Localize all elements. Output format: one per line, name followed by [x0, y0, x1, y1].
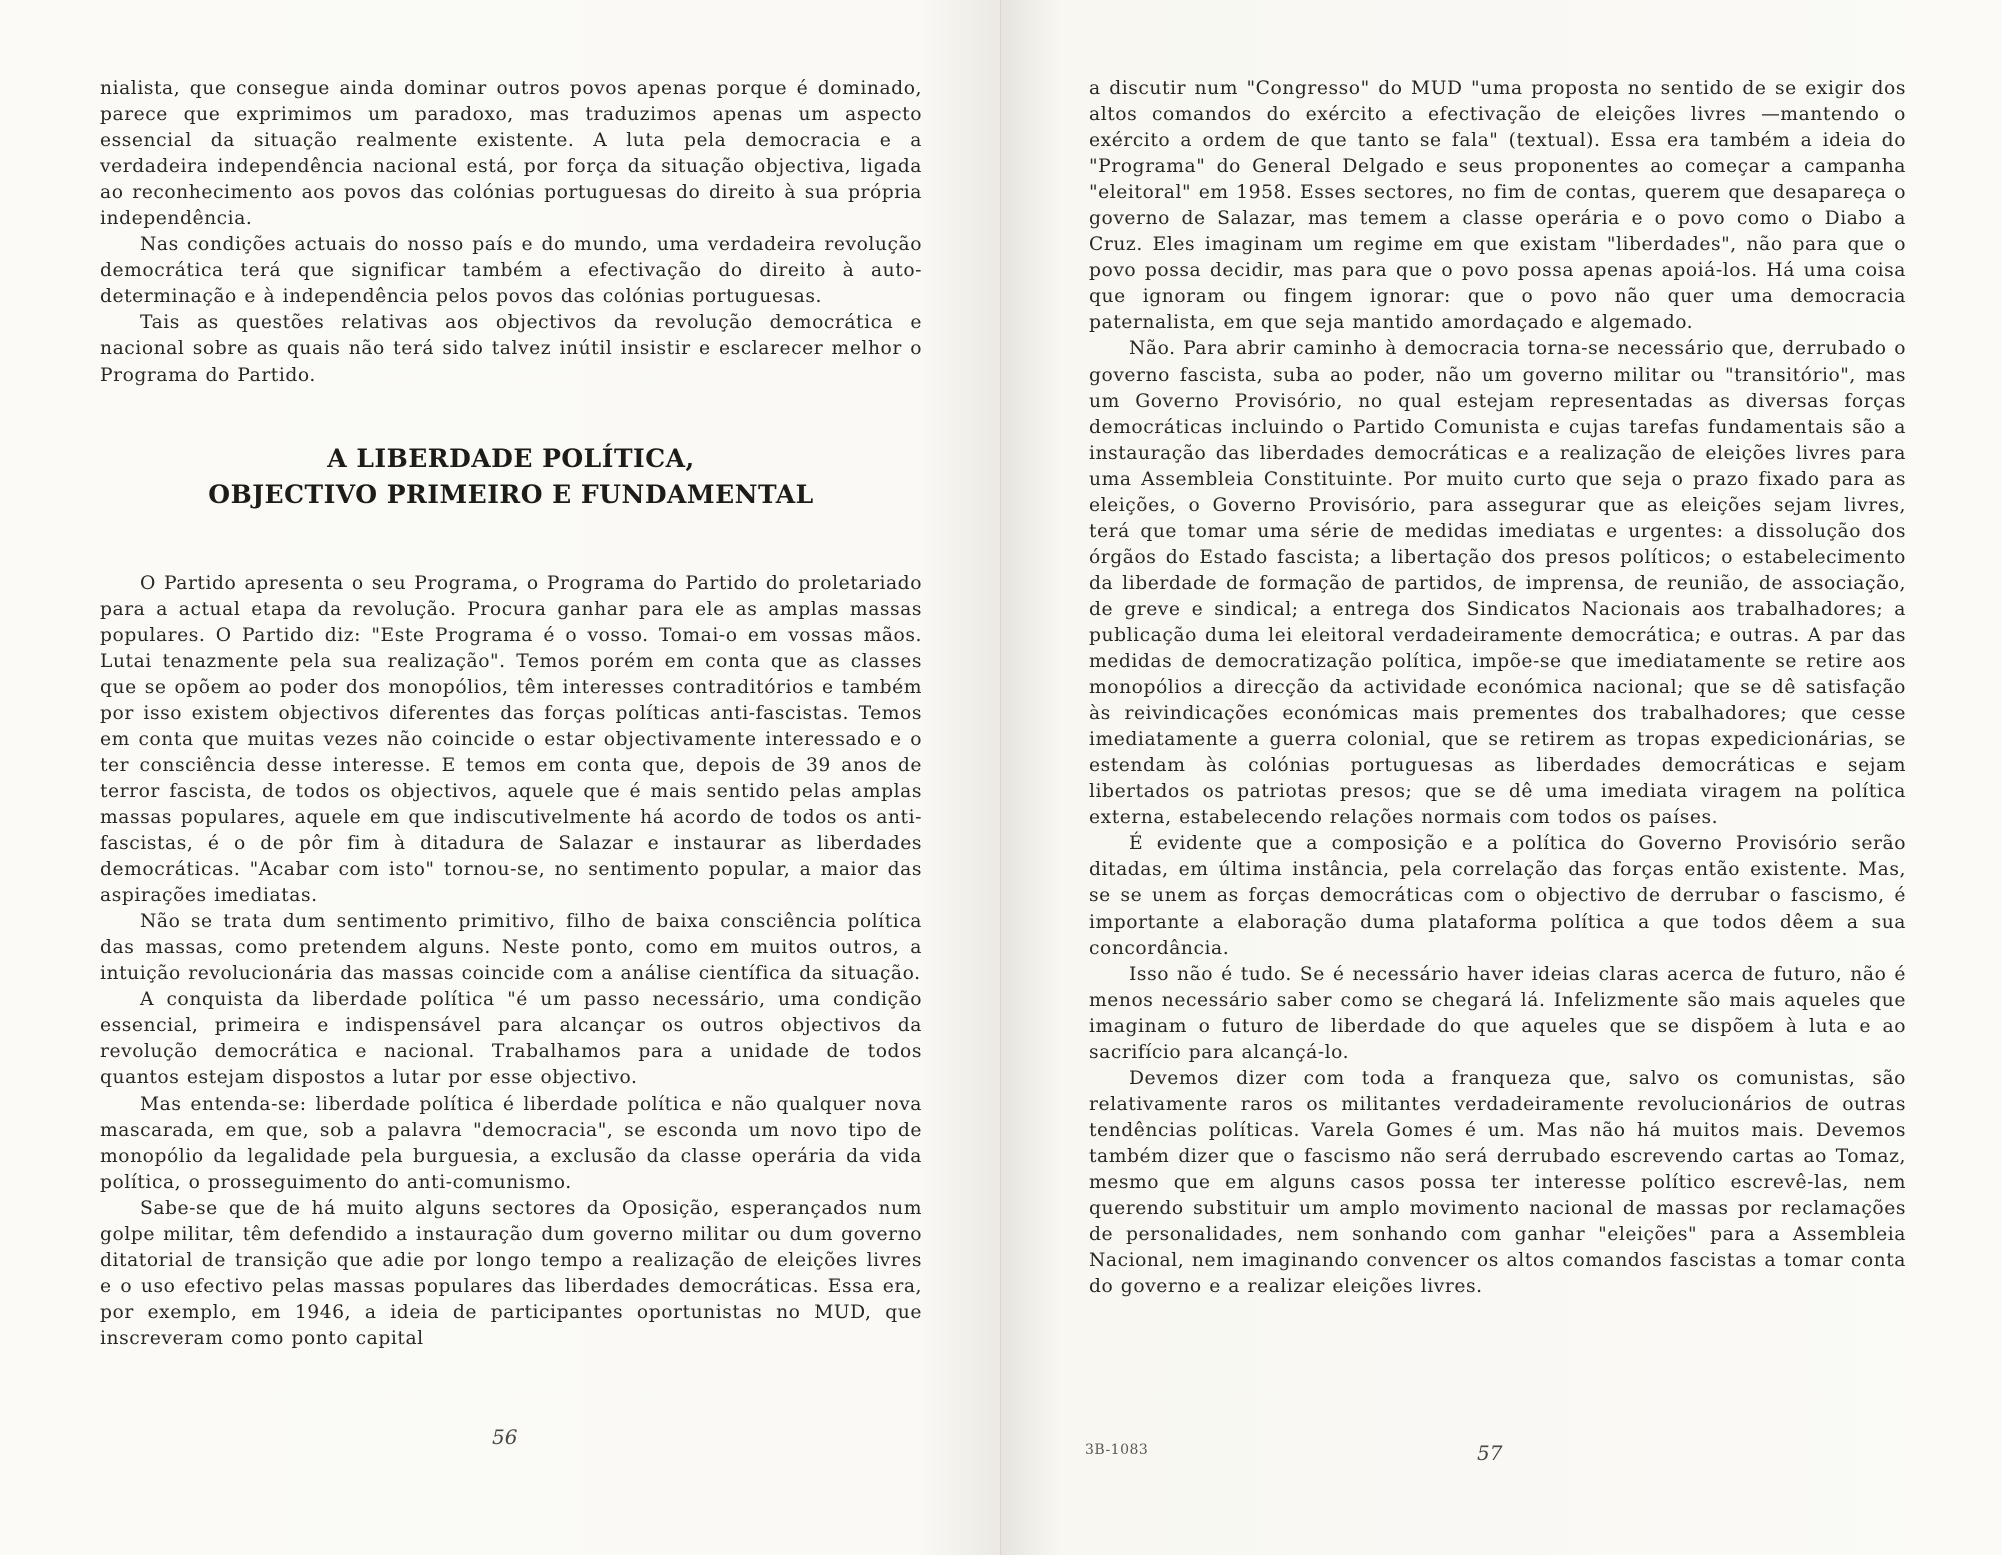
section-heading-line-1: A LIBERDADE POLÍTICA, — [327, 443, 695, 473]
paragraph: O Partido apresenta o seu Programa, o Programa do Partido do proletariado para a actual etapa da revolução. Procura ganhar para ele as amplas massas populares. O Partido diz: "Este Programa é o vosso. Tomai-o em vossas mãos. Lutai tenazmente pela sua realização". Temos porém em conta que as classes que se opõem ao poder dos monopólios, têm interesses contraditórios e também por isso existem objectivos diferentes das forças políticas anti-fascistas. Temos em conta que muitas vezes não coincide o estar objectivamente interessado e o ter consciência desse interesse. E temos em conta que, depois de 39 anos de terror fascista, de todos os objectivos, aquele que é mais sentido pelas amplas massas populares, aquele em que indiscutivelmente há acordo de todos os anti-fascistas, é o de pôr fim à ditadura de Salazar e instaurar as liberdades democráticas. "Acabar com isto" tornou-se, no sentimento popular, a maior das aspirações imediatas. — [100, 572, 922, 907]
paragraph: É evidente que a composição e a política do Governo Provisório serão ditadas, em última instância, pela correlação das forças então existente. Mas, se se unem as forças democráticas com o objectivo de derrubar o fascismo, é importante a elaboração duma plataforma política a que todos dêem a sua concordância. — [1089, 833, 1906, 959]
paragraph: Devemos dizer com toda a franqueza que, salvo os comunistas, são relativamente raros os militantes verdadeiramente revolucionários de outras tendências políticas. Varela Gomes é um. Mas não há muitos mais. Devemos também dizer que o fascismo não será derrubado escrevendo cartas ao Tomaz, mesmo que em alguns casos possa ter interesse político escrevê-las, nem querendo substituir um amplo movimento nacional de massas por reclamações de personalidades, nem sonhando com ganhar "eleições" para a Assembleia Nacional, nem imaginando convencer os altos comandos fascistas a tomar conta do governo e a realizar eleições livres. — [1089, 1067, 1906, 1298]
paragraph: Isso não é tudo. Se é necessário haver ideias claras acerca de futuro, não é menos necessário saber como se chegará lá. Infelizmente são mais aqueles que imaginam o futuro de liberdade do que aqueles que se dispõem à luta e ao sacrifício para alcançá-lo. — [1089, 963, 1906, 1063]
paragraph: Não. Para abrir caminho à democracia torna-se necessário que, derrubado o governo fascista, suba ao poder, não um governo militar ou "transitório", mas um Governo Provisório, no qual estejam representadas as diversas forças democráticas incluindo o Partido Comunista e cujas tarefas fundamentais são a instauração das liberdades democráticas e a realização de eleições livres para uma Assembleia Constituinte. Por muito curto que seja o prazo fixado para as eleições, o Governo Provisório, para assegurar que as eleições sejam livres, terá que tomar uma série de medidas imediatas e urgentes: a dissolução dos órgãos do Estado fascista; a libertação dos presos políticos; o estabelecimento da liberdade de formação de partidos, de imprensa, de reunião, de associação, de greve e sindical; a entrega dos Sindicatos Nacionais aos trabalhadores; a publicação duma lei eleitoral verdadeiramente democrática; e outras. A par das medidas de democratização política, impõe-se que imediatamente se retire aos monopólios a direcção da actividade económica nacional; que se dê satisfação às reivindicações económicas mais prementes dos trabalhadores; que cesse imediatamente a guerra colonial, que se retirem as tropas expedicionárias, se estendam às colónias portuguesas as liberdades democráticas e sejam libertados os patriotas presos; que se dê uma imediata viragem na política externa, estabelecendo relações normais com todos os países. — [1089, 338, 1906, 829]
page-number: 57 — [1477, 1441, 1503, 1465]
paragraph: Mas entenda-se: liberdade política é liberdade política e não qualquer nova mascarada, em que, sob a palavra "democracia", se esconda um novo tipo de monopólio da legalidade pela burguesia, a exclusão da classe operária da vida política, o prosseguimento do anti-comunismo. — [100, 1093, 922, 1193]
section-heading — [100, 441, 922, 513]
paragraph: a discutir num "Congresso" do MUD "uma proposta no sentido de se exigir dos altos comandos do exército a efectivação de eleições livres —mantendo o exército a ordem de que tanto se fala" (textual). Essa era também a ideia do "Programa" do General Delgado e seus proponentes ao começar a campanha "eleitoral" em 1958. Esses sectores, no fim de contas, querem que desapareça o governo de Salazar, mas temem a classe operária e o povo como o Diabo a Cruz. Eles imaginam um regime em que existam "liberdades", não para que o povo possa decidir, mas para que o povo possa apenas apoiá-los. Há uma coisa que ignoram ou fingem ignorar: que o povo não quer uma democracia paternalista, em que seja mantido amordaçado e algemado. — [1089, 78, 1906, 334]
section-heading-line-2: OBJECTIVO PRIMEIRO E FUNDAMENTAL — [208, 479, 814, 509]
paragraph: Nas condições actuais do nosso país e do mundo, uma verdadeira revolução democrática terá que significar também a efectivação do direito à auto-determinação e à independência pelos povos das colónias portuguesas. — [100, 234, 922, 308]
paragraph: Não se trata dum sentimento primitivo, filho de baixa consciência política das massas, como pretendem alguns. Neste ponto, como em muitos outros, a intuição revolucionária das massas coincide com a análise científica da situação. — [100, 911, 922, 985]
printer-signature: 3B-1083 — [1085, 1442, 1149, 1458]
page-number: 56 — [492, 1425, 518, 1449]
right-page-text-column — [1089, 76, 1906, 1300]
right-page — [1001, 0, 2002, 1555]
left-page-text-column — [100, 76, 922, 1352]
paragraph: A conquista da liberdade política "é um passo necessário, uma condição essencial, primeira e indispensável para alcançar os outros objectivos da revolução democrática e nacional. Trabalhamos para a unidade de todos quantos estejam dispostos a lutar por esse objectivo. — [100, 989, 922, 1089]
paragraph: Tais as questões relativas aos objectivos da revolução democrática e nacional sobre as quais não terá sido talvez inútil insistir e esclarecer melhor o Programa do Partido. — [100, 312, 922, 386]
paragraph: nialista, que consegue ainda dominar outros povos apenas porque é dominado, parece que exprimimos um paradoxo, mas traduzimos apenas um aspecto essencial da situação realmente existente. A luta pela democracia e a verdadeira independência nacional está, por força da situação objectiva, ligada ao reconhecimento aos povos das colónias portuguesas do direito à sua própria independência. — [100, 78, 922, 230]
paragraph: Sabe-se que de há muito alguns sectores da Oposição, esperançados num golpe militar, têm defendido a instauração dum governo militar ou dum governo ditatorial de transição que adie por longo tempo a realização de eleições livres e o uso efectivo pelas massas populares das liberdades democráticas. Essa era, por exemplo, em 1946, a ideia de participantes oportunistas no MUD, que inscreveram como ponto capital — [100, 1197, 922, 1349]
